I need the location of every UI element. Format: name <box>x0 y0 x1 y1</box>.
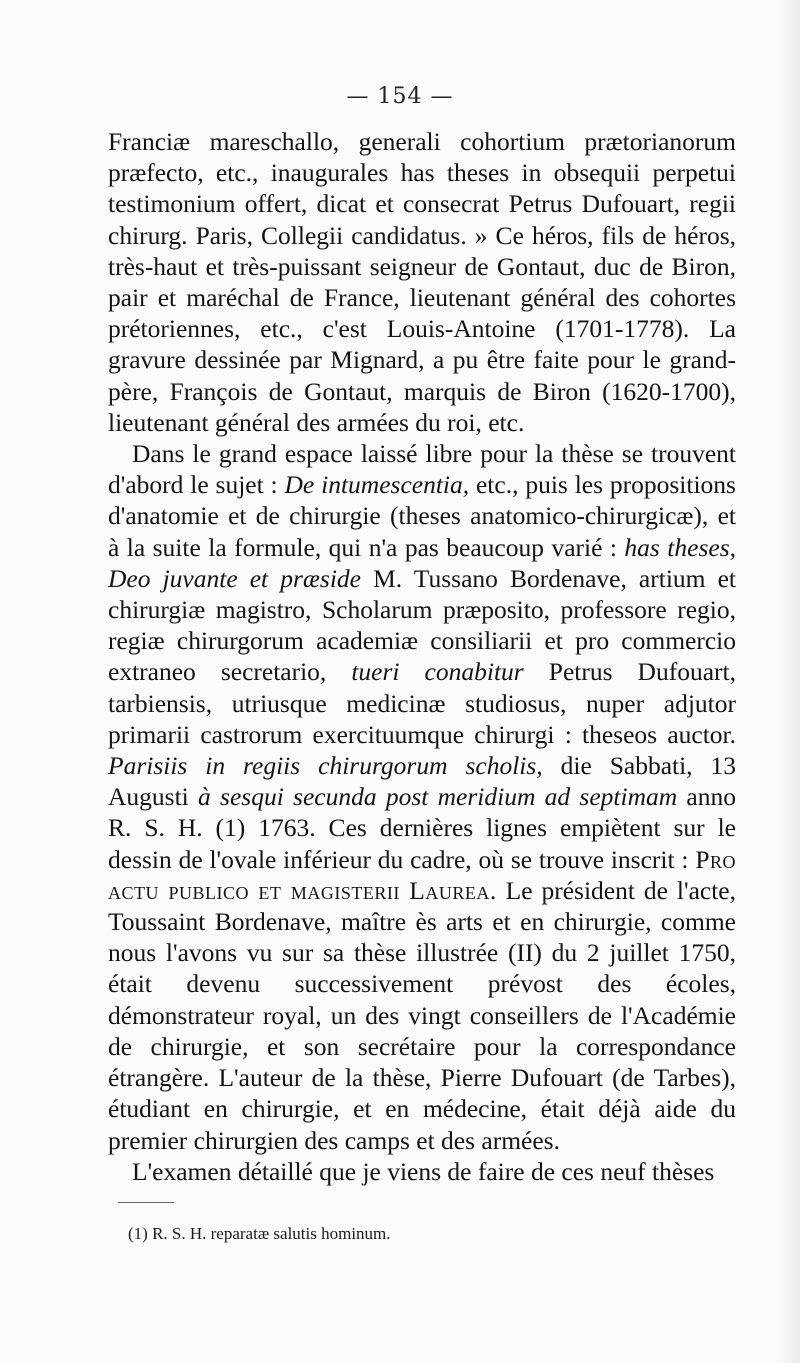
italic-tueri: tueri conabitur <box>351 657 524 687</box>
paragraph-2-text-f: anno R. S. H. (1) 1763. Ces dernières lignes empiètent sur le dessin de l'ovale inférieur du cadre, où se trouve inscrit : <box>108 782 736 874</box>
paragraph-2-text-a: Dans le grand espace laissé libre pour la thèse se trouvent d'abord le sujet : <box>108 439 736 500</box>
italic-subject: De intumescentia, <box>284 470 470 500</box>
italic-formula: has theses, Deo juvante et præside <box>108 532 736 593</box>
footnote: (1) R. S. H. reparatæ salutis hominum. <box>128 1224 391 1243</box>
footnote-divider <box>118 1202 174 1203</box>
italic-parisiis: Parisiis in regiis chirurgorum scholis, <box>108 751 543 781</box>
paragraph-3: L'examen détaillé que je viens de faire de ces neuf thèses <box>132 1156 715 1186</box>
body-text <box>108 126 736 1187</box>
paragraph-2-text-b: etc., puis les propositions d'anatomie et de chirurgie (theses anatomico-chirurgicæ), et à la suite la formule, qui n'a pas beaucoup varié : <box>108 470 736 562</box>
page-edge-shadow <box>778 0 800 1363</box>
page-number: — 154 — <box>346 84 454 109</box>
paragraph-2-text-g: Le président de l'acte, Toussaint Bordenave, maître ès arts et en chirurgie, comme nous l'avons vu sur sa thèse illustrée (II) du 2 juillet 1750, était devenu successivement prévost des écoles, démonstrateur royal, un des vingt conseillers de l'Académie de chirurgie, et son secrétaire pour la correspondance étrangère. L'auteur de la thèse, Pierre Dufouart (de Tarbes), étudiant en chirurgie, et en médecine, était déjà aide du premier chirurgien des camps et des armées. <box>108 875 736 1155</box>
paragraph-2 <box>108 438 736 1156</box>
small-caps-inscription: Pro actu publico et magisterii Laurea. <box>108 844 736 905</box>
paragraph-2-text-c: M. Tussano Bordenave, artium et chirurgiæ magistro, Scholarum præposito, professore regio, regiæ chirurgorum academiæ consiliarii et pro commercio extraneo secretario, <box>108 563 737 687</box>
italic-time: à sesqui secunda post meridium ad septimam <box>198 782 678 812</box>
paragraph-2-text-d: Petrus Dufouart, tarbiensis, utriusque medicinæ studiosus, nuper adjutor primarii castrorum exercituumque chirurgi : theseos auctor. <box>108 657 736 749</box>
paragraph-1: Franciæ mareschallo, generali cohortium prætorianorum præfecto, etc., inaugurales has theses in obsequii perpetui testimonium offert, dicat et consecrat Petrus Dufouart, regii chirurg. Paris, Collegii candidatus. » Ce héros, fils de héros, très-haut et très-puissant seigneur de Gontaut, duc de Biron, pair et maréchal de France, lieutenant général des cohortes prétoriennes, etc., c'est Louis-Antoine (1701-1778). La gravure dessinée par Mignard, a pu être faite pour le grand-père, François de Gontaut, marquis de Biron (1620-1700), lieutenant général des armées du roi, etc. <box>108 127 736 437</box>
paragraph-2-text-e: die Sabbati, 13 Augusti <box>108 751 736 812</box>
